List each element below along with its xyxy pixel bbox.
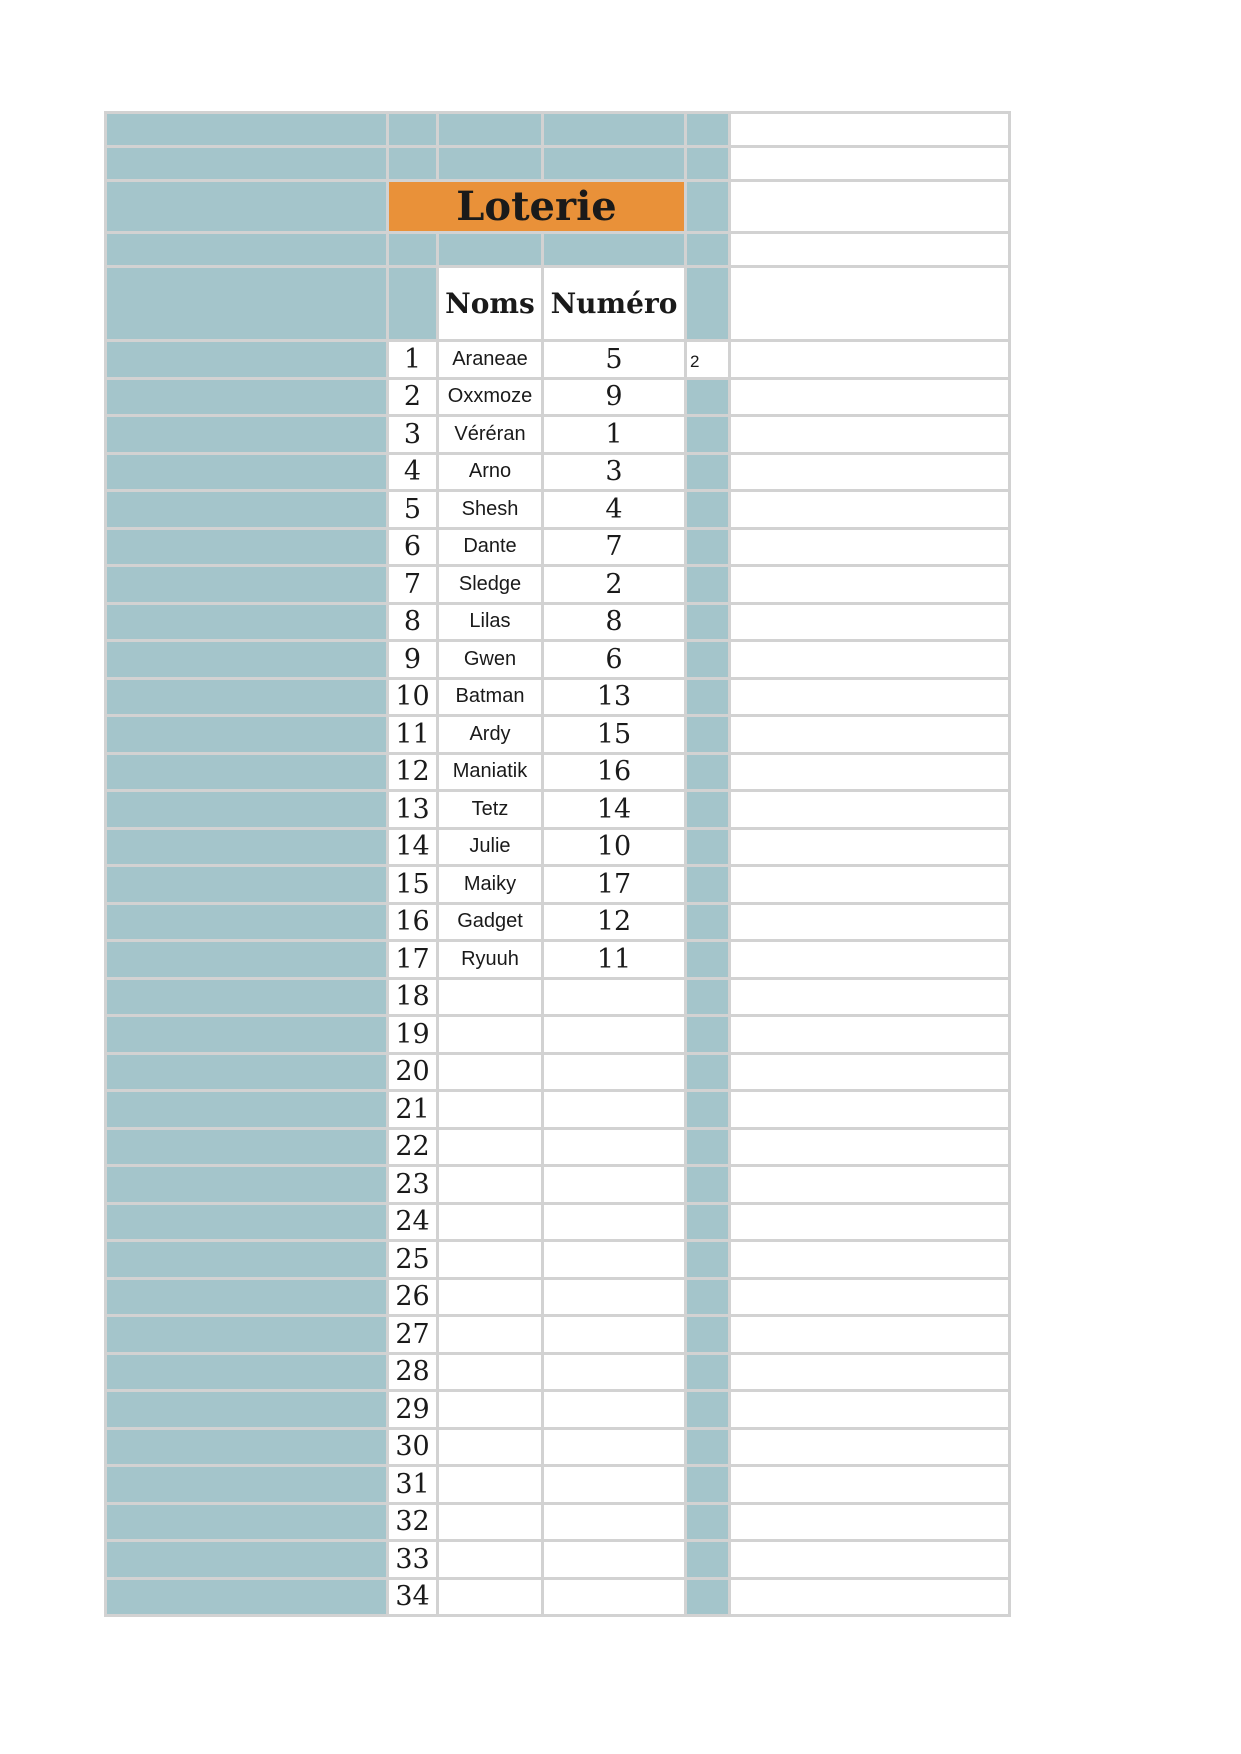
cell[interactable]: [730, 113, 1010, 147]
table-row: [106, 978, 1010, 1016]
cell[interactable]: [730, 978, 1010, 1016]
cell[interactable]: [730, 1428, 1010, 1466]
name-cell[interactable]: [438, 1016, 543, 1054]
cell[interactable]: [730, 1166, 1010, 1204]
table-row: [106, 1016, 1010, 1054]
cell[interactable]: [730, 267, 1010, 341]
cell[interactable]: [730, 566, 1010, 604]
number-cell[interactable]: 15: [543, 716, 686, 754]
cell[interactable]: [686, 978, 730, 1016]
cell[interactable]: [438, 233, 543, 267]
cell[interactable]: [686, 113, 730, 147]
number-cell[interactable]: [543, 1541, 686, 1579]
table-row: [106, 416, 1010, 454]
name-cell[interactable]: Araneae: [438, 341, 543, 379]
cell[interactable]: [686, 416, 730, 454]
name-cell[interactable]: Julie: [438, 828, 543, 866]
cell[interactable]: [686, 1578, 730, 1616]
table-row: [106, 678, 1010, 716]
number-cell[interactable]: 13: [543, 678, 686, 716]
cell[interactable]: [730, 233, 1010, 267]
number-cell[interactable]: [543, 1016, 686, 1054]
row-index[interactable]: 6: [388, 528, 438, 566]
cell[interactable]: [106, 1353, 388, 1391]
table-row: [106, 1578, 1010, 1616]
name-cell[interactable]: [438, 1466, 543, 1504]
cell[interactable]: [106, 828, 388, 866]
cell[interactable]: [730, 453, 1010, 491]
row-index[interactable]: 10: [388, 678, 438, 716]
row-index[interactable]: 28: [388, 1353, 438, 1391]
number-cell[interactable]: [543, 978, 686, 1016]
cell[interactable]: [686, 828, 730, 866]
name-cell[interactable]: [438, 1353, 543, 1391]
number-cell[interactable]: [543, 1503, 686, 1541]
row-index[interactable]: 4: [388, 453, 438, 491]
number-cell[interactable]: [543, 1391, 686, 1429]
number-cell[interactable]: 11: [543, 941, 686, 979]
row-index[interactable]: 12: [388, 753, 438, 791]
row-index[interactable]: 16: [388, 903, 438, 941]
name-cell[interactable]: [438, 1203, 543, 1241]
number-cell[interactable]: [543, 1278, 686, 1316]
row-index[interactable]: 27: [388, 1316, 438, 1354]
cell[interactable]: [730, 1091, 1010, 1129]
name-cell[interactable]: [438, 978, 543, 1016]
name-cell[interactable]: Sledge: [438, 566, 543, 604]
cell[interactable]: [730, 1053, 1010, 1091]
name-cell[interactable]: [438, 1391, 543, 1429]
table-row: [106, 753, 1010, 791]
cell[interactable]: [106, 1091, 388, 1129]
table-row: [106, 341, 1010, 379]
name-cell[interactable]: [438, 1166, 543, 1204]
name-cell[interactable]: Maniatik: [438, 753, 543, 791]
cell[interactable]: [106, 1541, 388, 1579]
number-cell[interactable]: 12: [543, 903, 686, 941]
number-cell[interactable]: [543, 1203, 686, 1241]
table-row: [106, 1278, 1010, 1316]
cell[interactable]: [686, 1128, 730, 1166]
cell[interactable]: [730, 1578, 1010, 1616]
number-cell[interactable]: [543, 1166, 686, 1204]
number-cell[interactable]: [543, 1353, 686, 1391]
number-cell[interactable]: 5: [543, 341, 686, 379]
row-index[interactable]: 29: [388, 1391, 438, 1429]
cell[interactable]: [730, 1391, 1010, 1429]
row-index[interactable]: 34: [388, 1578, 438, 1616]
row-index[interactable]: 2: [388, 378, 438, 416]
row-index[interactable]: 26: [388, 1278, 438, 1316]
cell[interactable]: [106, 978, 388, 1016]
cell[interactable]: [543, 233, 686, 267]
name-cell[interactable]: [438, 1316, 543, 1354]
cell[interactable]: [106, 1016, 388, 1054]
spacer-row: [106, 233, 1010, 267]
row-index[interactable]: 18: [388, 978, 438, 1016]
cell[interactable]: [388, 113, 438, 147]
sheet-title[interactable]: Loterie: [388, 181, 686, 233]
cell[interactable]: [686, 1241, 730, 1279]
cell[interactable]: [686, 267, 730, 341]
row-index[interactable]: 5: [388, 491, 438, 529]
name-cell[interactable]: Arno: [438, 453, 543, 491]
cell[interactable]: [106, 1053, 388, 1091]
name-cell[interactable]: [438, 1091, 543, 1129]
cell[interactable]: [730, 1128, 1010, 1166]
side-note-cell[interactable]: 2: [686, 341, 730, 379]
name-cell[interactable]: Véréran: [438, 416, 543, 454]
cell[interactable]: [686, 603, 730, 641]
table-row: [106, 1466, 1010, 1504]
cell[interactable]: [686, 791, 730, 829]
name-cell[interactable]: Oxxmoze: [438, 378, 543, 416]
name-cell[interactable]: [438, 1053, 543, 1091]
cell[interactable]: [686, 1278, 730, 1316]
table-row: [106, 641, 1010, 679]
table-row: [106, 903, 1010, 941]
cell[interactable]: [106, 1428, 388, 1466]
cell[interactable]: [106, 378, 388, 416]
cell[interactable]: [730, 941, 1010, 979]
cell[interactable]: [730, 181, 1010, 233]
table-row: [106, 716, 1010, 754]
number-cell[interactable]: [543, 1578, 686, 1616]
cell[interactable]: [686, 641, 730, 679]
lottery-sheet: [104, 111, 1011, 1617]
row-index[interactable]: 22: [388, 1128, 438, 1166]
cell[interactable]: [730, 791, 1010, 829]
cell[interactable]: [730, 1316, 1010, 1354]
cell[interactable]: [106, 1466, 388, 1504]
cell[interactable]: [106, 491, 388, 529]
number-cell[interactable]: [543, 1428, 686, 1466]
cell[interactable]: [686, 866, 730, 904]
cell[interactable]: [686, 1091, 730, 1129]
number-cell[interactable]: 3: [543, 453, 686, 491]
table-row: [106, 1166, 1010, 1204]
name-cell[interactable]: [438, 1428, 543, 1466]
cell[interactable]: [106, 1241, 388, 1279]
cell[interactable]: [106, 453, 388, 491]
row-index[interactable]: 31: [388, 1466, 438, 1504]
number-cell[interactable]: 10: [543, 828, 686, 866]
number-cell[interactable]: [543, 1466, 686, 1504]
number-cell[interactable]: 17: [543, 866, 686, 904]
cell[interactable]: [686, 1391, 730, 1429]
name-cell[interactable]: Dante: [438, 528, 543, 566]
cell[interactable]: [686, 378, 730, 416]
number-cell[interactable]: 4: [543, 491, 686, 529]
cell[interactable]: [106, 566, 388, 604]
number-cell[interactable]: 9: [543, 378, 686, 416]
name-cell[interactable]: Ardy: [438, 716, 543, 754]
cell[interactable]: [106, 791, 388, 829]
cell[interactable]: [686, 147, 730, 181]
cell[interactable]: [686, 1016, 730, 1054]
row-index[interactable]: 11: [388, 716, 438, 754]
cell[interactable]: [106, 1166, 388, 1204]
cell[interactable]: [686, 566, 730, 604]
name-cell[interactable]: Tetz: [438, 791, 543, 829]
number-cell[interactable]: [543, 1241, 686, 1279]
cell[interactable]: [106, 1391, 388, 1429]
name-cell[interactable]: [438, 1241, 543, 1279]
table-row: [106, 1203, 1010, 1241]
cell[interactable]: [730, 1353, 1010, 1391]
name-cell[interactable]: [438, 1503, 543, 1541]
header-row: [106, 267, 1010, 341]
number-cell[interactable]: 7: [543, 528, 686, 566]
cell[interactable]: [730, 378, 1010, 416]
name-cell[interactable]: Gadget: [438, 903, 543, 941]
cell[interactable]: [686, 678, 730, 716]
cell[interactable]: [730, 416, 1010, 454]
cell[interactable]: [543, 147, 686, 181]
cell[interactable]: [730, 866, 1010, 904]
cell[interactable]: [438, 113, 543, 147]
row-index[interactable]: 7: [388, 566, 438, 604]
cell[interactable]: [730, 528, 1010, 566]
spacer-row: [106, 113, 1010, 147]
name-cell[interactable]: [438, 1278, 543, 1316]
cell[interactable]: [543, 113, 686, 147]
name-cell[interactable]: [438, 1541, 543, 1579]
table-row: [106, 1428, 1010, 1466]
row-index[interactable]: 25: [388, 1241, 438, 1279]
cell[interactable]: [730, 1241, 1010, 1279]
cell[interactable]: [730, 1203, 1010, 1241]
cell[interactable]: [106, 113, 388, 147]
row-index[interactable]: 30: [388, 1428, 438, 1466]
cell[interactable]: [730, 603, 1010, 641]
row-index[interactable]: 33: [388, 1541, 438, 1579]
row-index[interactable]: 14: [388, 828, 438, 866]
cell[interactable]: [730, 341, 1010, 379]
cell[interactable]: [106, 181, 388, 233]
cell[interactable]: [106, 1503, 388, 1541]
cell[interactable]: [106, 866, 388, 904]
cell[interactable]: [686, 1203, 730, 1241]
name-cell[interactable]: Ryuuh: [438, 941, 543, 979]
header-names[interactable]: Noms: [438, 267, 543, 341]
number-cell[interactable]: [543, 1053, 686, 1091]
cell[interactable]: [106, 716, 388, 754]
name-cell[interactable]: Batman: [438, 678, 543, 716]
cell[interactable]: [106, 233, 388, 267]
table-row: [106, 1541, 1010, 1579]
row-index[interactable]: 32: [388, 1503, 438, 1541]
table-row: [106, 603, 1010, 641]
cell[interactable]: [686, 528, 730, 566]
table-row: [106, 566, 1010, 604]
number-cell[interactable]: 14: [543, 791, 686, 829]
cell[interactable]: [686, 1353, 730, 1391]
table-row: [106, 828, 1010, 866]
cell[interactable]: [106, 753, 388, 791]
name-cell[interactable]: Gwen: [438, 641, 543, 679]
cell[interactable]: [730, 753, 1010, 791]
name-cell[interactable]: [438, 1128, 543, 1166]
table-row: [106, 378, 1010, 416]
row-index[interactable]: 24: [388, 1203, 438, 1241]
table-row: [106, 453, 1010, 491]
cell[interactable]: [686, 716, 730, 754]
table-row: [106, 1241, 1010, 1279]
cell[interactable]: [730, 678, 1010, 716]
cell[interactable]: [730, 1541, 1010, 1579]
number-cell[interactable]: [543, 1128, 686, 1166]
cell[interactable]: [106, 903, 388, 941]
cell[interactable]: [730, 903, 1010, 941]
cell[interactable]: [106, 641, 388, 679]
table-row: [106, 1316, 1010, 1354]
cell[interactable]: [686, 1466, 730, 1504]
row-index[interactable]: 20: [388, 1053, 438, 1091]
row-index[interactable]: 9: [388, 641, 438, 679]
cell[interactable]: [106, 1128, 388, 1166]
cell[interactable]: [438, 147, 543, 181]
row-index[interactable]: 1: [388, 341, 438, 379]
cell[interactable]: [730, 1278, 1010, 1316]
cell[interactable]: [686, 1053, 730, 1091]
cell[interactable]: [686, 233, 730, 267]
title-row: [106, 181, 1010, 233]
cell[interactable]: [730, 641, 1010, 679]
row-index[interactable]: 23: [388, 1166, 438, 1204]
cell[interactable]: [686, 1503, 730, 1541]
spacer-row: [106, 147, 1010, 181]
table-row: [106, 866, 1010, 904]
table-row: [106, 1128, 1010, 1166]
cell[interactable]: [106, 267, 388, 341]
row-index[interactable]: 21: [388, 1091, 438, 1129]
cell[interactable]: [106, 341, 388, 379]
cell[interactable]: [730, 147, 1010, 181]
table-row: [106, 491, 1010, 529]
cell[interactable]: [686, 1428, 730, 1466]
cell[interactable]: [730, 1016, 1010, 1054]
name-cell[interactable]: Lilas: [438, 603, 543, 641]
table-row: [106, 1053, 1010, 1091]
row-index[interactable]: 19: [388, 1016, 438, 1054]
row-index[interactable]: 15: [388, 866, 438, 904]
cell[interactable]: [730, 716, 1010, 754]
table-row: [106, 1091, 1010, 1129]
cell[interactable]: [106, 1578, 388, 1616]
cell[interactable]: [106, 678, 388, 716]
cell[interactable]: [686, 903, 730, 941]
cell[interactable]: [686, 491, 730, 529]
number-cell[interactable]: [543, 1316, 686, 1354]
cell[interactable]: [686, 941, 730, 979]
row-index[interactable]: 17: [388, 941, 438, 979]
name-cell[interactable]: [438, 1578, 543, 1616]
table-row: [106, 1503, 1010, 1541]
table-row: [106, 791, 1010, 829]
row-index[interactable]: 13: [388, 791, 438, 829]
cell[interactable]: [730, 491, 1010, 529]
cell[interactable]: [106, 1278, 388, 1316]
cell[interactable]: [106, 528, 388, 566]
number-cell[interactable]: 16: [543, 753, 686, 791]
cell[interactable]: [106, 1203, 388, 1241]
name-cell[interactable]: Maiky: [438, 866, 543, 904]
cell[interactable]: [106, 1316, 388, 1354]
sheet-body: [106, 113, 1010, 1616]
number-cell[interactable]: 2: [543, 566, 686, 604]
cell[interactable]: [106, 147, 388, 181]
table-row: [106, 941, 1010, 979]
cell[interactable]: [686, 1541, 730, 1579]
number-cell[interactable]: [543, 1091, 686, 1129]
row-index[interactable]: 3: [388, 416, 438, 454]
table-row: [106, 528, 1010, 566]
row-index[interactable]: 8: [388, 603, 438, 641]
cell[interactable]: [388, 233, 438, 267]
cell[interactable]: [388, 267, 438, 341]
cell[interactable]: [730, 828, 1010, 866]
cell[interactable]: [730, 1503, 1010, 1541]
number-cell[interactable]: 6: [543, 641, 686, 679]
cell[interactable]: [730, 1466, 1010, 1504]
table-row: [106, 1353, 1010, 1391]
cell[interactable]: [106, 603, 388, 641]
name-cell[interactable]: Shesh: [438, 491, 543, 529]
table-row: [106, 1391, 1010, 1429]
cell[interactable]: [686, 1316, 730, 1354]
cell[interactable]: [686, 1166, 730, 1204]
cell[interactable]: [106, 416, 388, 454]
header-number[interactable]: Numéro: [543, 267, 686, 341]
cell[interactable]: [686, 453, 730, 491]
cell[interactable]: [106, 941, 388, 979]
cell[interactable]: [686, 181, 730, 233]
cell[interactable]: [388, 147, 438, 181]
number-cell[interactable]: 8: [543, 603, 686, 641]
number-cell[interactable]: 1: [543, 416, 686, 454]
cell[interactable]: [686, 753, 730, 791]
